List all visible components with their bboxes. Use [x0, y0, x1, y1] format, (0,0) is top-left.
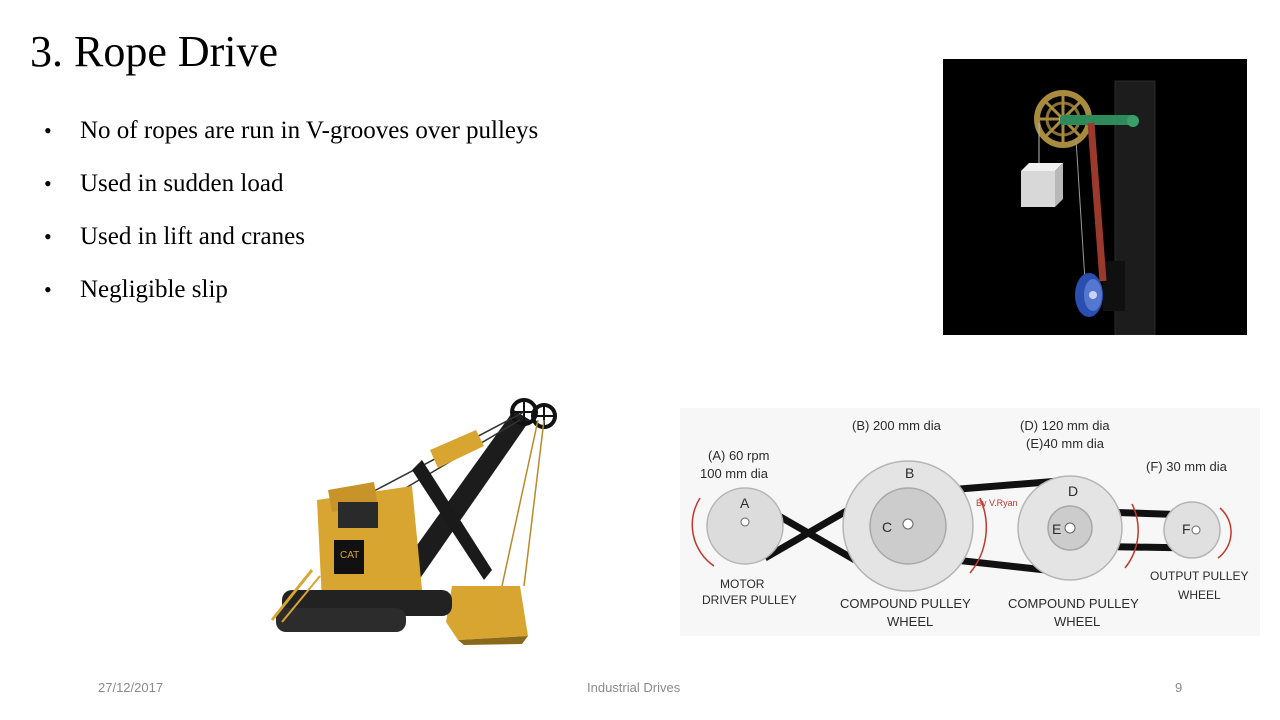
pulley-letter: C: [882, 519, 893, 535]
bullet-list: [44, 116, 538, 328]
label-e-dia: (E)40 mm dia: [1026, 436, 1105, 451]
bullet-marker: •: [44, 224, 52, 249]
caption-compound-2: COMPOUND PULLEY: [1008, 596, 1139, 611]
caption-motor-2: DRIVER PULLEY: [702, 593, 797, 607]
pulley-letter: D: [1068, 483, 1079, 499]
footer-title: Industrial Drives: [587, 680, 681, 695]
bullet-text: Used in lift and cranes: [80, 223, 305, 250]
footer-page-number: 9: [1175, 680, 1183, 695]
diagram-credit: By V.Ryan: [976, 498, 1018, 508]
caption-output: OUTPUT PULLEY: [1150, 569, 1249, 583]
bullet-marker: •: [44, 118, 52, 143]
bullet-text: Negligible slip: [80, 276, 228, 303]
bullet-marker: •: [44, 277, 52, 302]
caption-compound-2b: WHEEL: [1054, 614, 1101, 629]
pulley-letter: F: [1182, 521, 1191, 537]
rope-shovel-image: [262, 390, 562, 645]
caption-compound-1b: WHEEL: [887, 614, 934, 629]
pulley-letter: B: [905, 465, 915, 481]
bullet-item: [44, 222, 538, 275]
slide-title: 3. Rope Drive: [30, 27, 279, 76]
label-f-dia: (F) 30 mm dia: [1146, 459, 1227, 474]
bullet-item: [44, 275, 538, 328]
bullet-item: [44, 169, 538, 222]
caption-output-2: WHEEL: [1178, 588, 1221, 602]
svg-text:CAT: CAT: [340, 550, 360, 561]
caption-motor: MOTOR: [720, 577, 765, 591]
label-a-dia: 100 mm dia: [700, 466, 768, 481]
bullet-text: Used in sudden load: [80, 170, 284, 197]
footer-date: 27/12/2017: [98, 680, 164, 695]
bullet-marker: •: [44, 171, 52, 196]
pulley-letter: E: [1052, 521, 1062, 537]
label-b-dia: (B) 200 mm dia: [852, 418, 941, 433]
caption-compound-1: COMPOUND PULLEY: [840, 596, 971, 611]
rope-drive-animation-image: [943, 59, 1247, 335]
label-a-rpm: (A) 60 rpm: [708, 448, 770, 463]
label-d-dia: (D) 120 mm dia: [1020, 418, 1110, 433]
bullet-text: No of ropes are run in V-grooves over pulleys: [80, 117, 539, 144]
bullet-item: [44, 116, 538, 169]
pulley-letter: A: [740, 495, 750, 511]
compound-pulley-diagram: [680, 408, 1260, 636]
